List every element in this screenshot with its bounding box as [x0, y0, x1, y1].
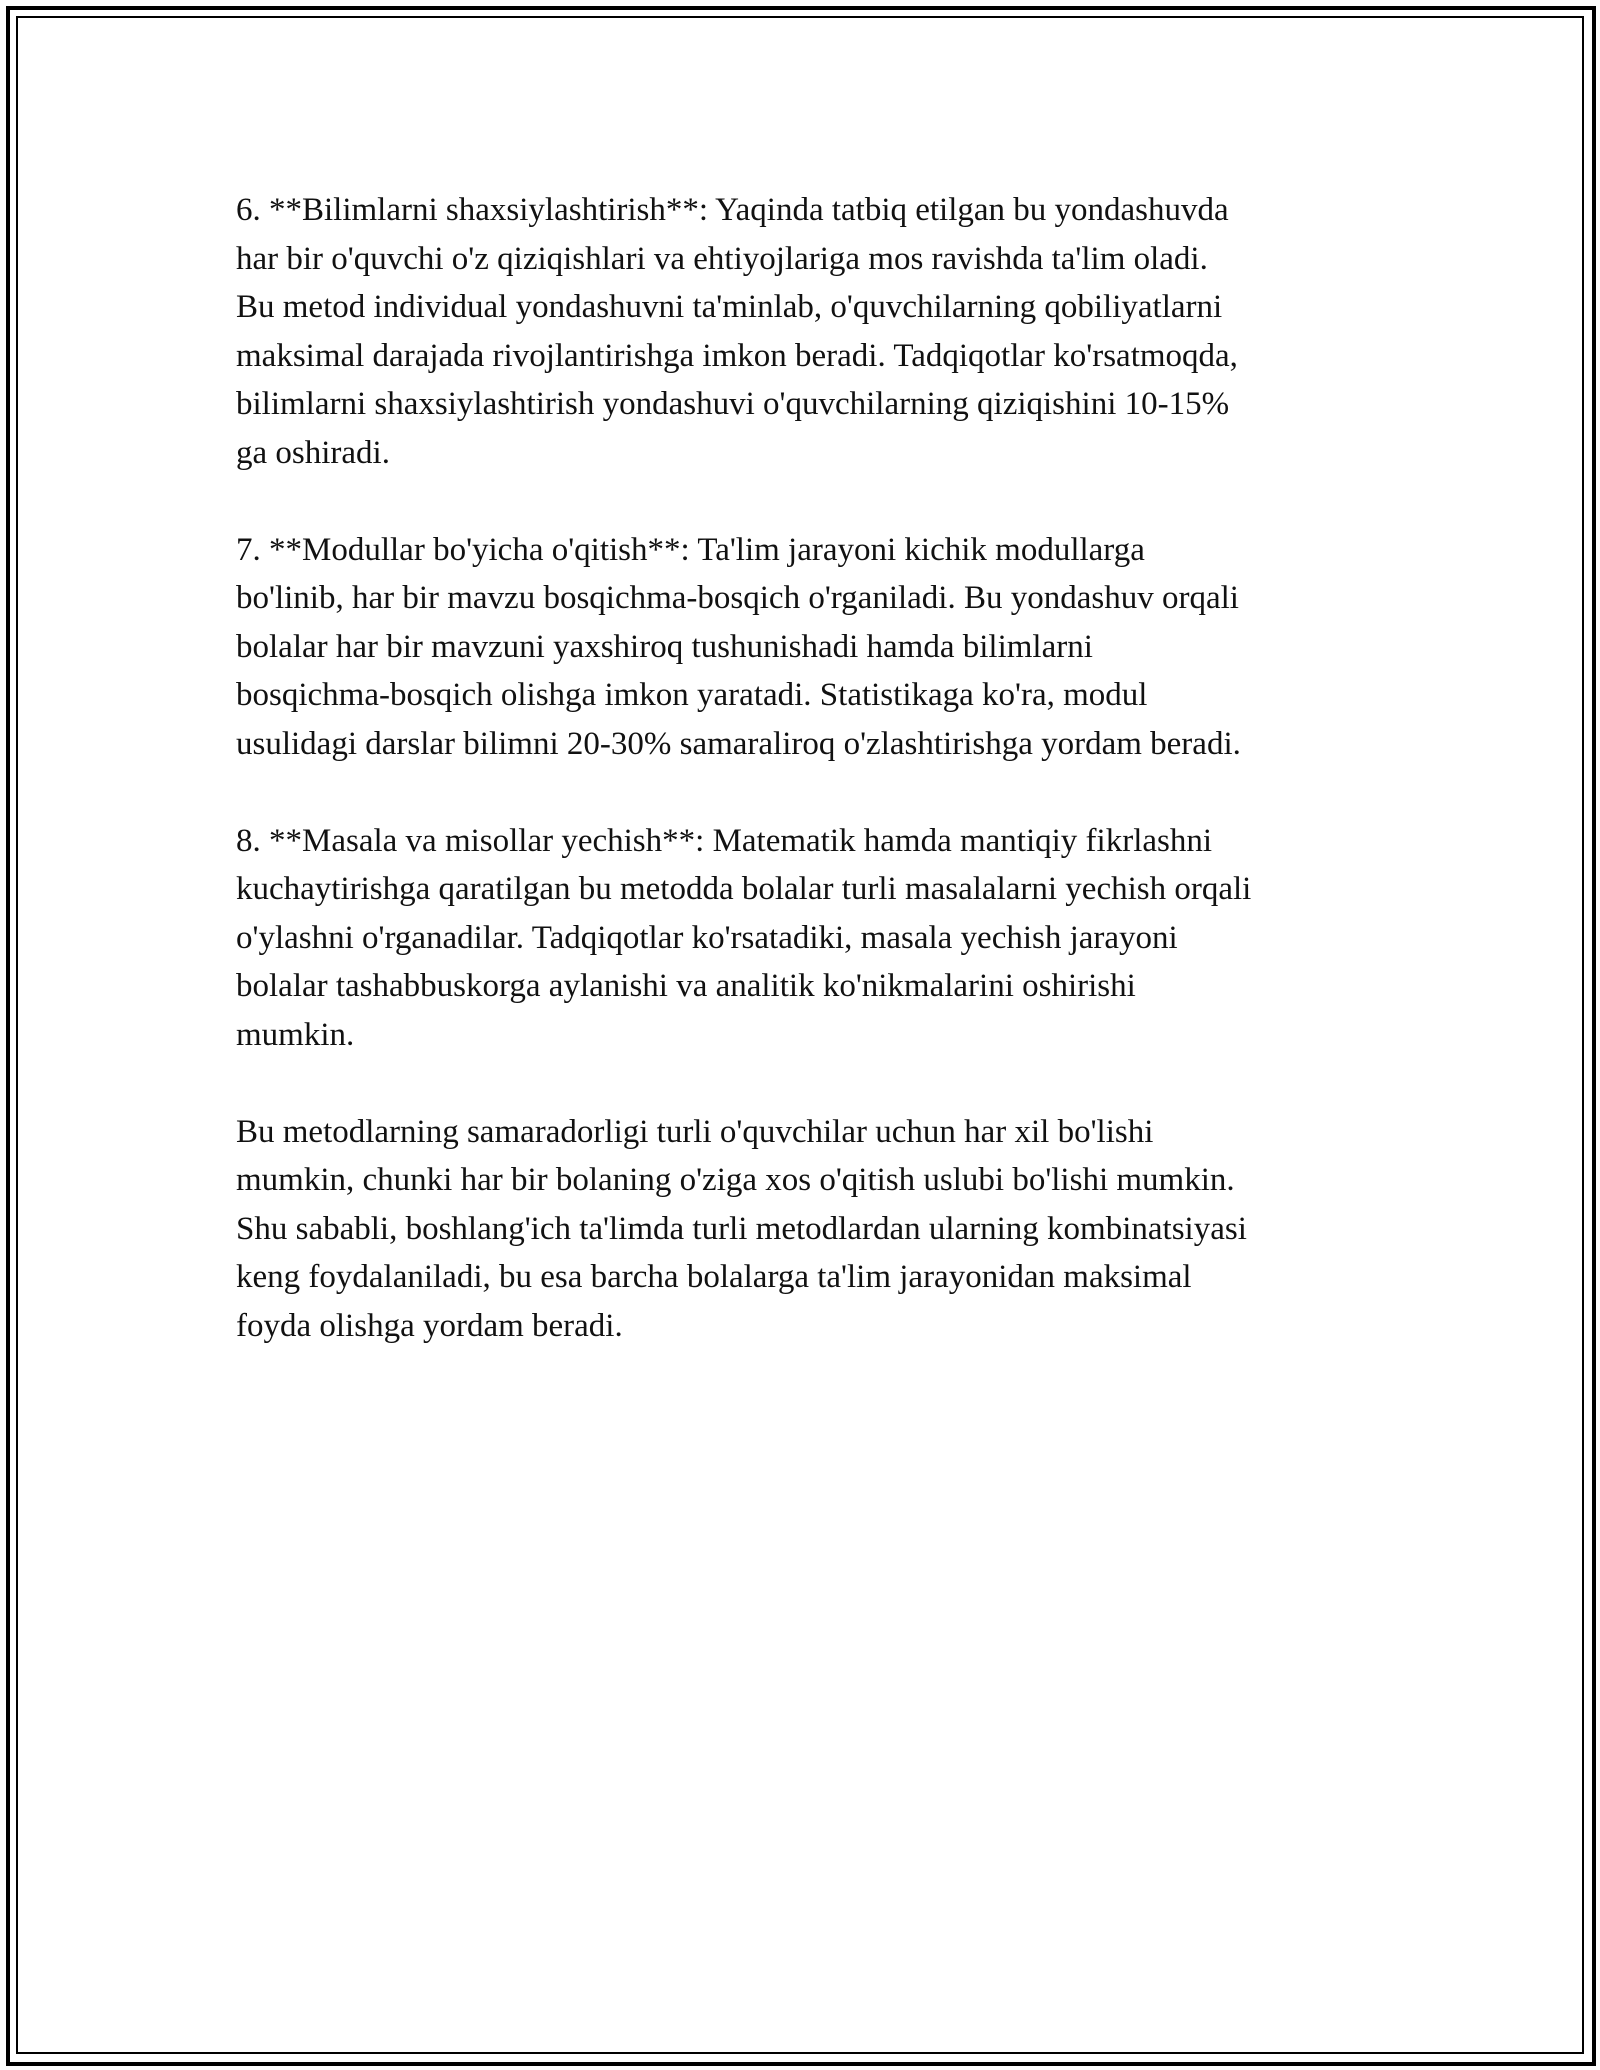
text-line: Bu metodlarning samaradorligi turli o'quvchilar uchun har xil bo'lishi — [236, 1113, 1154, 1150]
text-line: kuchaytirishga qaratilgan bu metodda bolalar turli masalalarni yechish orqali — [236, 871, 1252, 907]
paragraph-personalization — [236, 186, 1396, 477]
text-line: 6. **Bilimlarni shaxsiylashtirish**: Yaqinda tatbiq etilgan bu yondashuvda — [236, 192, 1229, 228]
document-body — [236, 186, 1396, 1399]
text-line: bo'linib, har bir mavzu bosqichma-bosqich o'rganiladi. Bu yondashuv orqali — [236, 580, 1239, 616]
text-line: mumkin, chunki har bir bolaning o'ziga xos o'qitish uslubi bo'lishi mumkin. — [236, 1162, 1235, 1198]
text-line: bosqichma-bosqich olishga imkon yaratadi. Statistikaga ko'ra, modul — [236, 677, 1148, 713]
text-line: foyda olishga yordam beradi. — [236, 1307, 623, 1344]
text-line: o'ylashni o'rganadilar. Tadqiqotlar ko'rsatadiki, masala yechish jarayoni — [236, 919, 1178, 956]
text-line: Shu sababli, boshlang'ich ta'limda turli metodlardan ularning kombinatsiyasi — [236, 1210, 1247, 1247]
text-line: Bu metod individual yondashuvni ta'minlab, o'quvchilarning qobiliyatlarni — [236, 289, 1223, 325]
text-line: mumkin. — [236, 1016, 355, 1053]
text-line: bolalar tashabbuskorga aylanishi va analitik ko'nikmalarini oshirishi — [236, 968, 1136, 1004]
text-line: usulidagi darslar bilimni 20-30% samaraliroq o'zlashtirishga yordam beradi. — [236, 725, 1241, 762]
paragraph-conclusion — [236, 1108, 1396, 1351]
text-line: maksimal darajada rivojlantirishga imkon beradi. Tadqiqotlar ko'rsatmoqda, — [236, 337, 1238, 374]
paragraph-modules — [236, 526, 1396, 769]
text-line: bolalar har bir mavzuni yaxshiroq tushunishadi hamda bilimlarni — [236, 628, 1093, 665]
text-line: har bir o'quvchi o'z qiziqishlari va ehtiyojlariga mos ravishda ta'lim oladi. — [236, 240, 1208, 277]
text-line: keng foydalaniladi, bu esa barcha bolalarga ta'lim jarayonidan maksimal — [236, 1259, 1192, 1295]
text-line: 7. **Modullar bo'yicha o'qitish**: Ta'lim jarayoni kichik modullarga — [236, 531, 1145, 568]
text-line: 8. **Masala va misollar yechish**: Matematik hamda mantiqiy fikrlashni — [236, 822, 1213, 859]
text-line: ga oshiradi. — [236, 434, 390, 471]
paragraph-problem-solving — [236, 817, 1396, 1060]
text-line: bilimlarni shaxsiylashtirish yondashuvi o'quvchilarning qiziqishini 10-15% — [236, 386, 1230, 422]
